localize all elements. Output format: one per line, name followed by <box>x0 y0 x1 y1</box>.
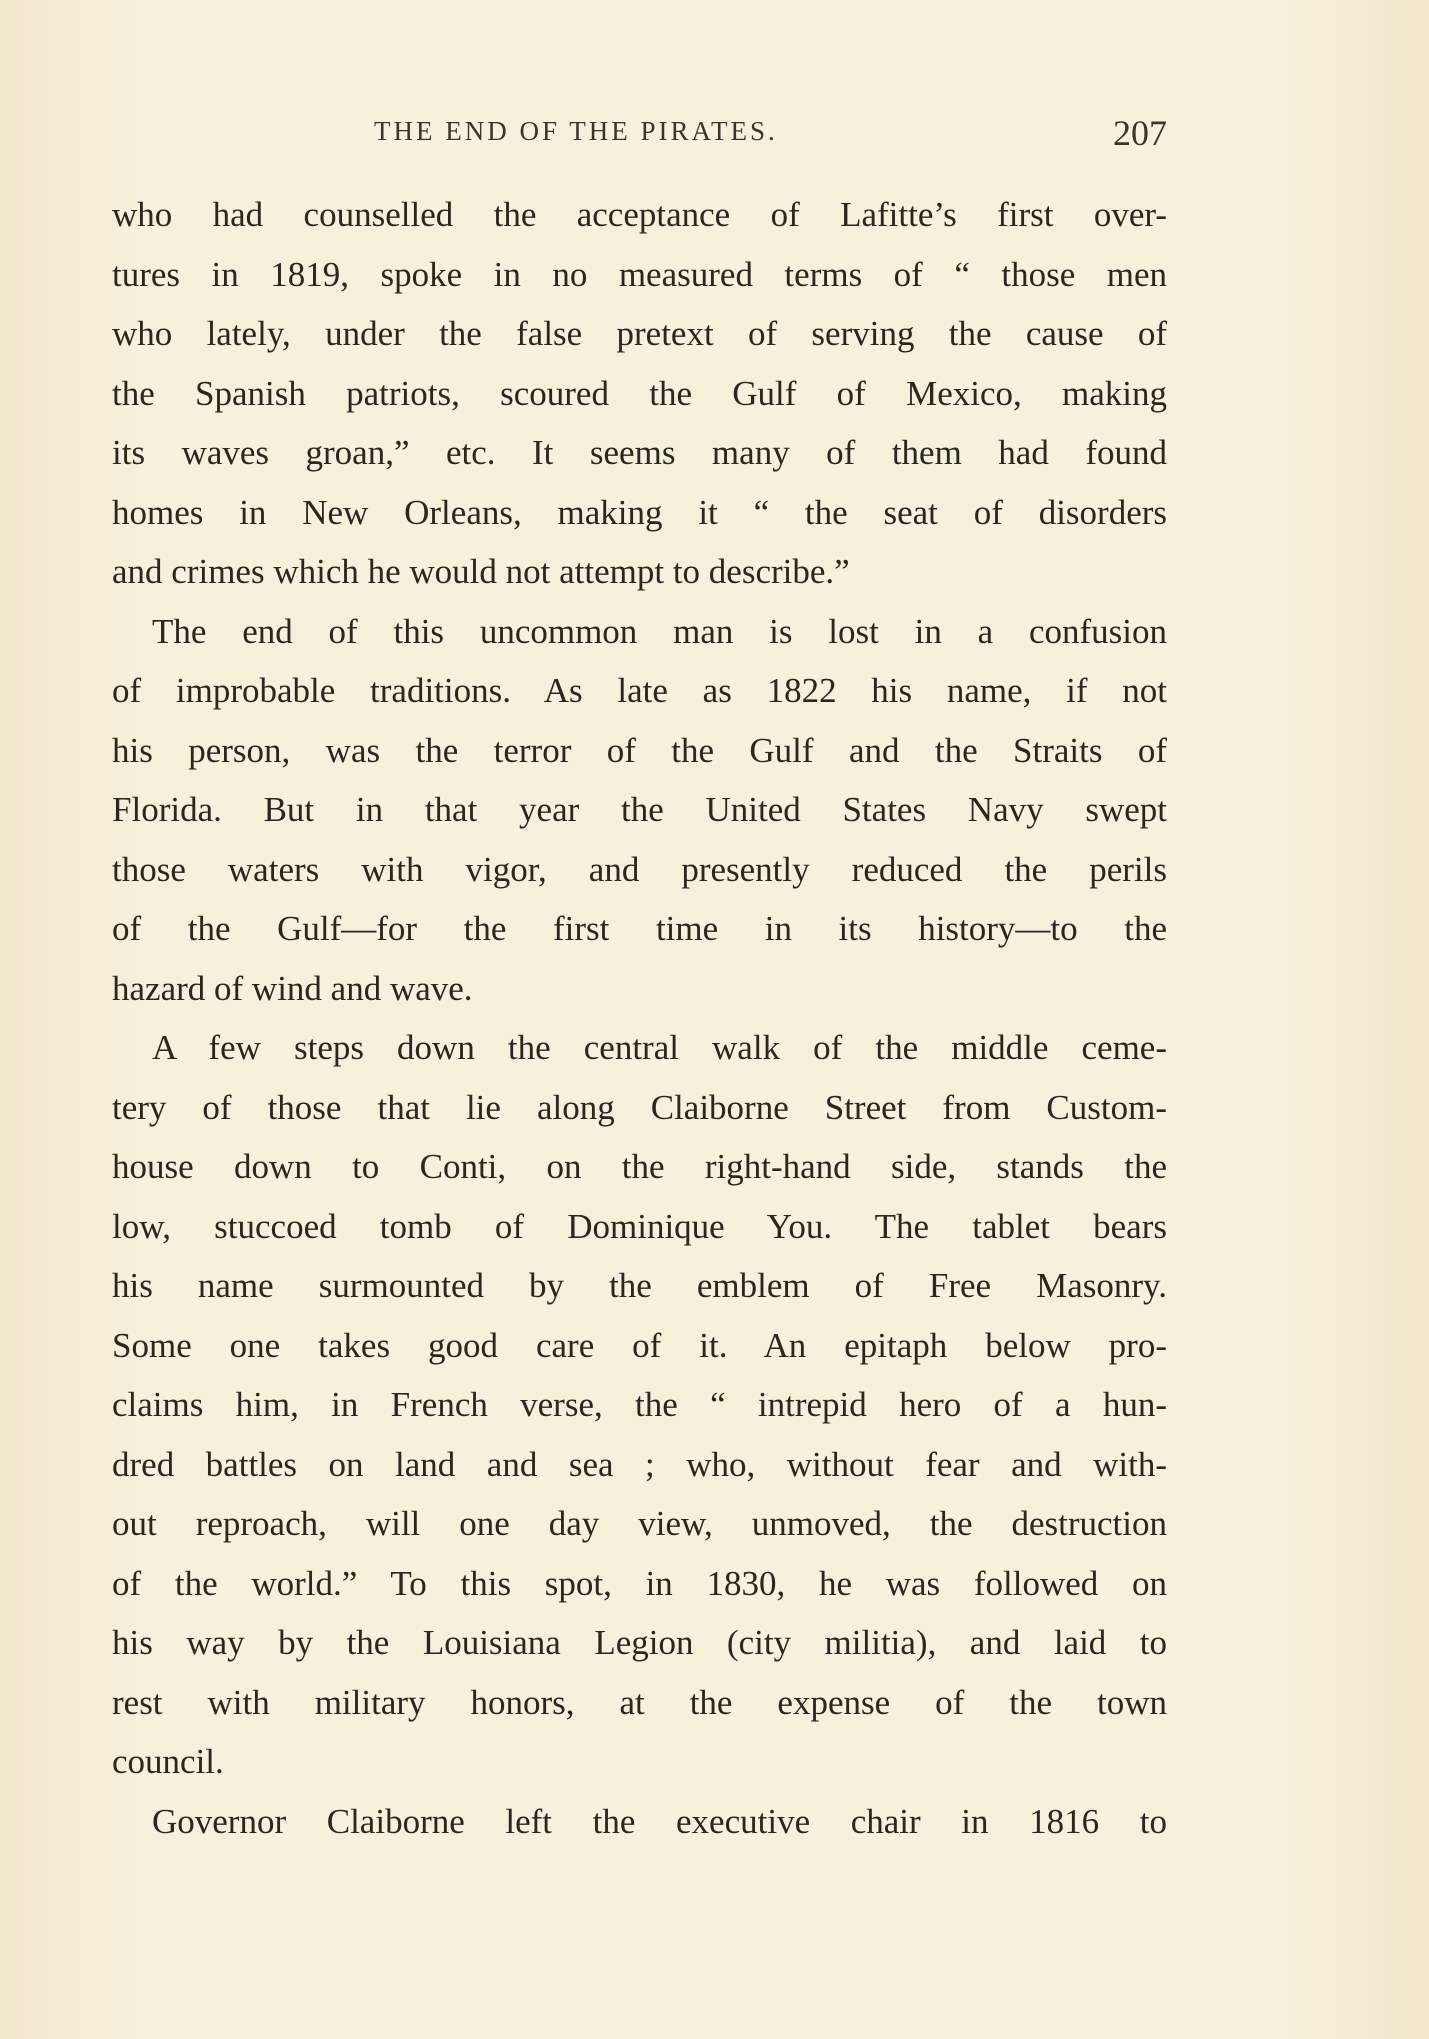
text-line: of the world.” To this spot, in 1830, he was followed on <box>112 1563 1167 1603</box>
text-line: his name surmounted by the emblem of Free Masonry. <box>112 1266 1167 1305</box>
text-line: tery of those that lie along Claiborne Street from Custom- <box>112 1087 1167 1127</box>
text-line: dred battles on land and sea ; who, without fear and with- <box>112 1444 1167 1484</box>
text-line: rest with military honors, at the expense of the town <box>112 1682 1167 1722</box>
text-line: Some one takes good care of it. An epitaph below pro- <box>112 1325 1167 1365</box>
text-line: his way by the Louisiana Legion (city militia), and laid to <box>112 1623 1167 1662</box>
text-line: and crimes which he would not attempt to describe.” <box>112 552 850 591</box>
text-line: his person, was the terror of the Gulf and the Straits of <box>112 730 1167 770</box>
text-line: homes in New Orleans, making it “ the seat of disorders <box>112 492 1167 532</box>
text-line: hazard of wind and wave. <box>112 968 473 1008</box>
paragraph-start-line: A few steps down the central walk of the middle ceme- <box>152 1028 1167 1067</box>
text-line: council. <box>112 1742 224 1781</box>
running-head <box>112 112 1167 162</box>
text-line: the Spanish patriots, scoured the Gulf of Mexico, making <box>112 373 1167 413</box>
text-line: of the Gulf—for the first time in its history—to the <box>112 909 1167 948</box>
running-title: THE END OF THE PIRATES. <box>374 116 778 146</box>
text-line: Florida. But in that year the United States Navy swept <box>112 790 1167 829</box>
text-line: who had counselled the acceptance of Lafitte’s first over- <box>112 195 1167 234</box>
text-line: who lately, under the false pretext of serving the cause of <box>112 314 1167 353</box>
text-line: of improbable traditions. As late as 1822 his name, if not <box>112 671 1167 710</box>
text-line: house down to Conti, on the right-hand side, stands the <box>112 1147 1167 1186</box>
paragraph-start-line: The end of this uncommon man is lost in a confusion <box>152 611 1167 651</box>
text-line: out reproach, will one day view, unmoved, the destruction <box>112 1504 1167 1543</box>
text-line: low, stuccoed tomb of Dominique You. The tablet bears <box>112 1206 1167 1246</box>
text-line: its waves groan,” etc. It seems many of them had found <box>112 433 1167 472</box>
text-line: claims him, in French verse, the “ intrepid hero of a hun- <box>112 1385 1167 1424</box>
body-text <box>112 185 1167 1851</box>
paragraph-start-line: Governor Claiborne left the executive chair in 1816 to <box>152 1801 1167 1841</box>
text-line: those waters with vigor, and presently reduced the perils <box>112 849 1167 889</box>
text-line: tures in 1819, spoke in no measured terms of “ those men <box>112 254 1167 294</box>
page-number: 207 <box>1113 113 1167 153</box>
